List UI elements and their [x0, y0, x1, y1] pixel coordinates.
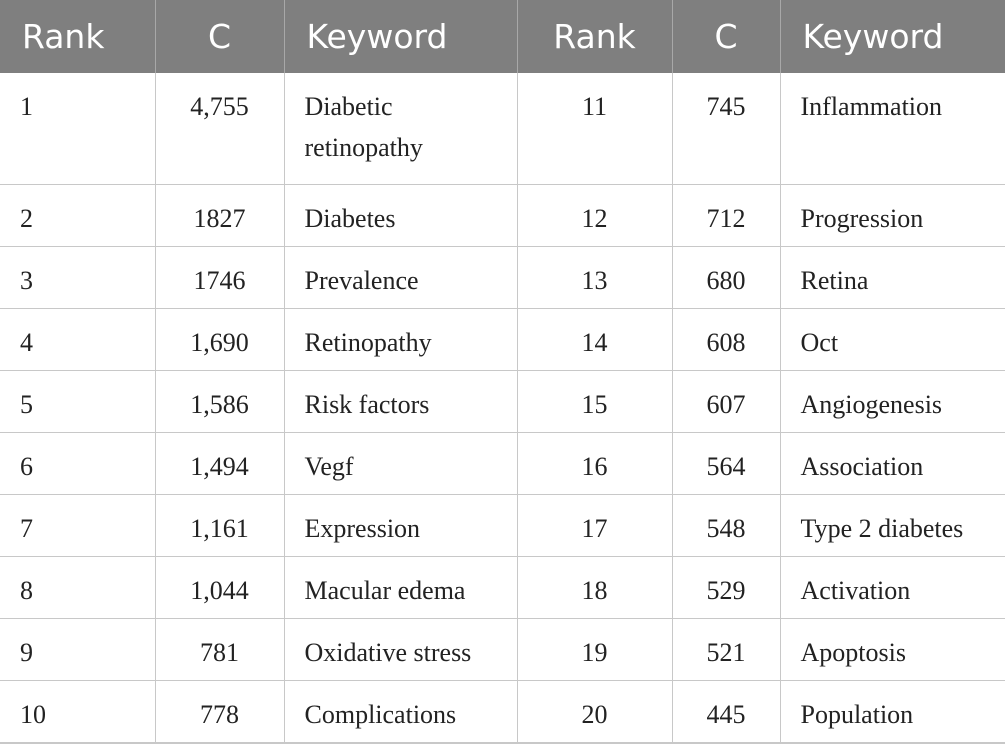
keyword-cell: Retinopathy: [284, 309, 517, 371]
rank-cell: 6: [0, 433, 155, 495]
rank-cell: 11: [517, 73, 672, 185]
keyword-cell: Type 2 diabetes: [780, 495, 1005, 557]
count-cell: 1,690: [155, 309, 284, 371]
count-cell: 607: [672, 371, 780, 433]
table-body: [0, 73, 1005, 743]
table-row: [0, 371, 1005, 433]
rank-cell: 7: [0, 495, 155, 557]
rank-cell: 4: [0, 309, 155, 371]
keyword-cell: Prevalence: [284, 247, 517, 309]
keyword-cell: Macular edema: [284, 557, 517, 619]
rank-cell: 15: [517, 371, 672, 433]
count-cell: 1,586: [155, 371, 284, 433]
count-cell: 778: [155, 681, 284, 744]
table-row: [0, 73, 1005, 185]
table-row: [0, 619, 1005, 681]
keyword-cell: Progression: [780, 185, 1005, 247]
rank-cell: 18: [517, 557, 672, 619]
count-cell: 4,755: [155, 73, 284, 185]
keyword-cell: Risk factors: [284, 371, 517, 433]
count-cell: 608: [672, 309, 780, 371]
header-row: [0, 0, 1005, 73]
keyword-cell: Complications: [284, 681, 517, 744]
header-count-right: C: [672, 0, 780, 73]
header-keyword-right: Keyword: [780, 0, 1005, 73]
keyword-cell: Diabetic retinopathy: [284, 73, 517, 185]
header-keyword-left: Keyword: [284, 0, 517, 73]
count-cell: 712: [672, 185, 780, 247]
keyword-cell: Oxidative stress: [284, 619, 517, 681]
count-cell: 529: [672, 557, 780, 619]
count-cell: 548: [672, 495, 780, 557]
rank-cell: 14: [517, 309, 672, 371]
rank-cell: 12: [517, 185, 672, 247]
count-cell: 521: [672, 619, 780, 681]
count-cell: 1,044: [155, 557, 284, 619]
rank-cell: 2: [0, 185, 155, 247]
count-cell: 1827: [155, 185, 284, 247]
count-cell: 680: [672, 247, 780, 309]
count-cell: 1,494: [155, 433, 284, 495]
header-rank-left: Rank: [0, 0, 155, 73]
header-rank-right: Rank: [517, 0, 672, 73]
rank-cell: 13: [517, 247, 672, 309]
table-row: [0, 247, 1005, 309]
keyword-cell: Expression: [284, 495, 517, 557]
keyword-cell: Apoptosis: [780, 619, 1005, 681]
keyword-cell: Oct: [780, 309, 1005, 371]
table-row: [0, 495, 1005, 557]
table-header: [0, 0, 1005, 73]
keyword-cell: Activation: [780, 557, 1005, 619]
header-count-left: C: [155, 0, 284, 73]
rank-cell: 19: [517, 619, 672, 681]
count-cell: 1,161: [155, 495, 284, 557]
table-row: [0, 185, 1005, 247]
keyword-cell: Angiogenesis: [780, 371, 1005, 433]
keyword-cell: Population: [780, 681, 1005, 744]
table-row: [0, 433, 1005, 495]
count-cell: 781: [155, 619, 284, 681]
keyword-cell: Association: [780, 433, 1005, 495]
keyword-cell: Retina: [780, 247, 1005, 309]
rank-cell: 1: [0, 73, 155, 185]
table-row: [0, 309, 1005, 371]
keyword-cell: Inflammation: [780, 73, 1005, 185]
rank-cell: 3: [0, 247, 155, 309]
count-cell: 445: [672, 681, 780, 744]
table-row: [0, 557, 1005, 619]
rank-cell: 9: [0, 619, 155, 681]
rank-cell: 17: [517, 495, 672, 557]
rank-cell: 5: [0, 371, 155, 433]
keyword-cell: Vegf: [284, 433, 517, 495]
rank-cell: 8: [0, 557, 155, 619]
rank-cell: 20: [517, 681, 672, 744]
keyword-cell: Diabetes: [284, 185, 517, 247]
table-row: [0, 681, 1005, 744]
count-cell: 745: [672, 73, 780, 185]
rank-cell: 10: [0, 681, 155, 744]
rank-cell: 16: [517, 433, 672, 495]
count-cell: 1746: [155, 247, 284, 309]
count-cell: 564: [672, 433, 780, 495]
